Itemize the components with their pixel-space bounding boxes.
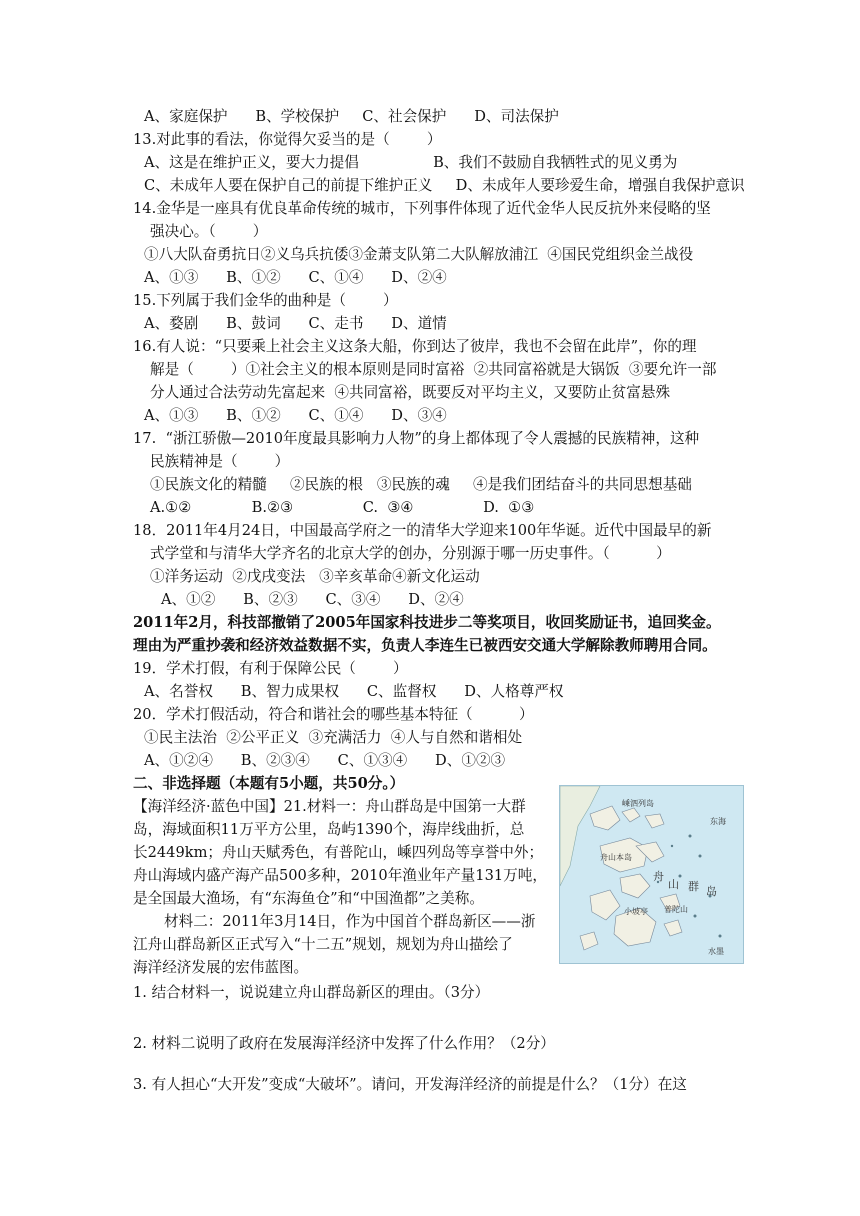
map-label-putuo: 普陀山 bbox=[664, 905, 688, 914]
q15-options: A、婺剧 B、鼓词 C、走书 D、道情 bbox=[144, 315, 447, 332]
q18-options: A、①② B、②③ C、③④ D、②④ bbox=[161, 591, 464, 608]
q12-options: A、家庭保护 B、学校保护 C、社会保护 D、司法保护 bbox=[144, 108, 559, 125]
map-label-main-island: 舟山本岛 bbox=[600, 853, 632, 862]
q13-options-cd: C、未成年人要在保护自己的前提下维护正义 D、未成年人要珍爱生命，增强自我保护意识 bbox=[144, 177, 745, 194]
q21-material1-l1: 【海洋经济·蓝色中国】21.材料一：舟山群岛是中国第一大群 bbox=[133, 798, 526, 815]
q19-options: A、名誉权 B、智力成果权 C、监督权 D、人格尊严权 bbox=[144, 683, 564, 700]
q15-stem: 15.下列属于我们金华的曲种是（ ） bbox=[133, 292, 398, 309]
q14-stem: 14.金华是一座具有优良革命传统的城市，下列事件体现了近代金华人民反抗外来侵略的坚 bbox=[133, 200, 711, 217]
q16-stem-cont: 解是（ ）①社会主义的根本原则是同时富裕 ②共同富裕就是大锅饭 ③要允许一部 bbox=[150, 361, 717, 378]
q17-options: A.①② B.②③ C. ③④ D. ①③ bbox=[150, 499, 535, 516]
q21-material1-l2: 岛，海域面积11万平方公里，岛屿1390个，海岸线曲折，总 bbox=[133, 821, 525, 838]
q20-options: A、①②④ B、②③④ C、①③④ D、①②③ bbox=[144, 752, 506, 769]
map-label-dao: 岛 bbox=[706, 885, 717, 898]
q20-statements: ①民主法治 ②公平正义 ③充满活力 ④人与自然和谐相处 bbox=[144, 729, 523, 746]
q21-material2-l2: 江舟山群岛新区正式写入“十二五”规划，规划为舟山描绘了 bbox=[133, 936, 513, 953]
q17-statements: ①民族文化的精髓 ②民族的根 ③民族的魂 ④是我们团结奋斗的共同思想基础 bbox=[150, 476, 692, 493]
q19-stem: 19．学术打假，有利于保障公民（ ） bbox=[133, 660, 408, 677]
map-label-shengsi: 嵊泗列岛 bbox=[622, 799, 654, 808]
q21-material1-l3: 长2449km；舟山天赋秀色，有普陀山，嵊四列岛等享誉中外； bbox=[133, 844, 544, 861]
q16-options: A、①③ B、①② C、①④ D、③④ bbox=[144, 407, 447, 424]
q13-stem: 13.对此事的看法，你觉得欠妥当的是（ ） bbox=[133, 131, 442, 148]
map-label-shan: 山 bbox=[668, 878, 679, 891]
q21-material2-l1: 材料二：2011年3月14日，作为中国首个群岛新区——浙 bbox=[164, 913, 536, 930]
q17-stem-cont: 民族精神是（ ） bbox=[150, 453, 290, 470]
q18-statements: ①洋务运动 ②戊戌变法 ③辛亥革命④新文化运动 bbox=[150, 568, 480, 585]
q21-sub3: 3. 有人担心“大开发”变成“大破坏”。请问，开发海洋经济的前提是什么？（1分）在这 bbox=[133, 1076, 687, 1093]
zhoushan-islands-map bbox=[559, 785, 744, 964]
q13-options-ab: A、这是在维护正义，要大力提倡 B、我们不鼓励自我牺牲式的见义勇为 bbox=[144, 154, 678, 171]
q14-stem-cont: 强决心。（ ） bbox=[150, 223, 268, 240]
q16-stem: 16.有人说：“只要乘上社会主义这条大船，你到达了彼岸，我也不会留在此岸”，你的理 bbox=[133, 338, 697, 355]
q14-options: A、①③ B、①② C、①④ D、②④ bbox=[144, 269, 447, 286]
q14-statements: ①八大队奋勇抗日②义乌兵抗倭③金萧支队第二大队解放浦江 ④国民党组织金兰战役 bbox=[144, 246, 694, 263]
q16-stem-cont2: 分人通过合法劳动先富起来 ④共同富裕，既要反对平均主义，又要防止贫富悬殊 bbox=[150, 384, 671, 401]
q21-sub1: 1. 结合材料一，说说建立舟山群岛新区的理由。（3分） bbox=[133, 984, 490, 1001]
map-graphic bbox=[560, 786, 743, 963]
q20-stem: 20．学术打假活动，符合和谐社会的哪些基本特征（ ） bbox=[133, 706, 534, 723]
q21-material2-l3: 海洋经济发展的宏伟蓝图。 bbox=[133, 959, 309, 976]
map-label-dong: 东 bbox=[710, 817, 718, 826]
map-label-zhou: 舟 bbox=[653, 870, 664, 883]
q21-material1-l5: 是全国最大渔场，有“东海鱼仓”和“中国渔都”之美称。 bbox=[133, 890, 484, 907]
q17-stem: 17. “浙江骄傲—2010年度最具影响力人物”的身上都体现了令人震撼的民族精神，这种 bbox=[133, 430, 700, 447]
map-label-hai: 海 bbox=[718, 817, 726, 826]
material-intro-2: 理由为严重抄袭和经济效益数据不实，负责人李连生已被西安交通大学解除教师聘用合同。 bbox=[133, 637, 717, 654]
section-heading: 二、非选择题（本题有5小题，共50分。） bbox=[133, 775, 405, 792]
material-intro-1: 2011年2月，科技部撤销了2005年国家科技进步二等奖项目，收回奖励证书，追回奖金。 bbox=[133, 614, 721, 631]
map-label-ink: 水墨 bbox=[708, 947, 724, 956]
map-label-small: 小坡亭 bbox=[624, 907, 648, 916]
q21-material1-l4: 舟山海域内盛产海产品500多种，2010年渔业年产量131万吨， bbox=[133, 867, 547, 884]
q21-sub2: 2. 材料二说明了政府在发展海洋经济中发挥了什么作用？（2分） bbox=[133, 1035, 555, 1052]
map-label-qun: 群 bbox=[688, 880, 699, 893]
q18-stem-cont: 式学堂和与清华大学齐名的北京大学的创办，分别源于哪一历史事件。（ ） bbox=[150, 545, 671, 562]
q18-stem: 18．2011年4月24日，中国最高学府之一的清华大学迎来100年华诞。近代中国最早的新 bbox=[133, 522, 712, 539]
